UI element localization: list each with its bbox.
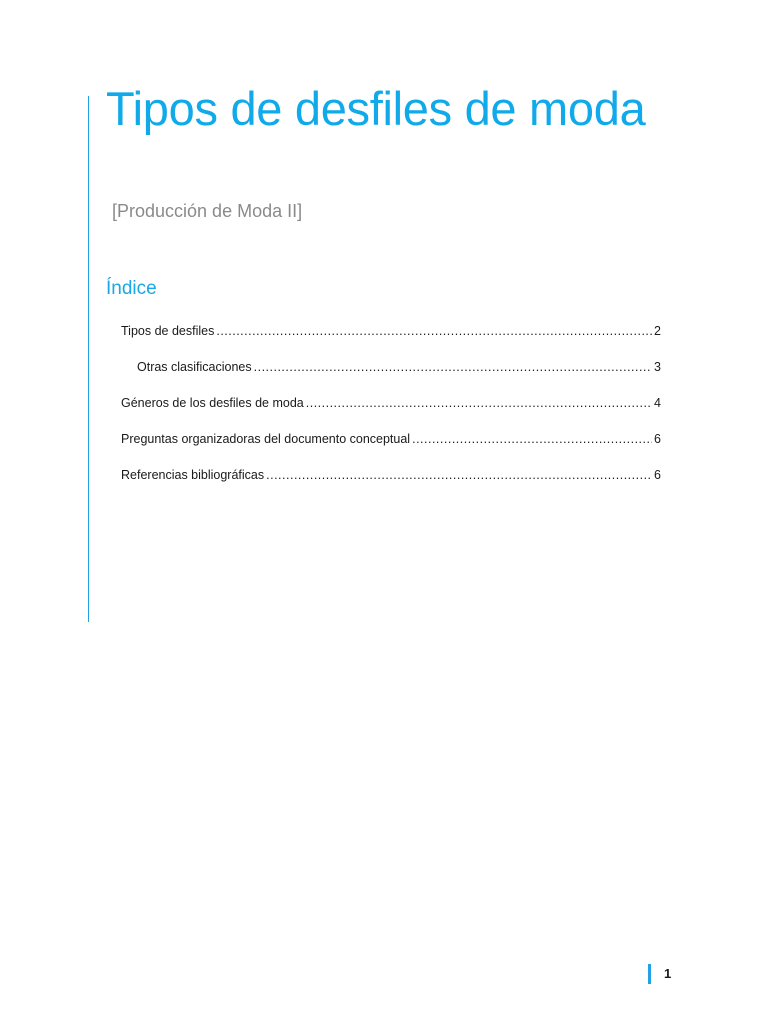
toc-entry-page: 4 [654,396,661,410]
toc-entry-otras-clasificaciones[interactable] [121,358,661,376]
toc-dot-leader [266,466,652,484]
toc-entry-tipos-de-desfiles[interactable] [121,322,661,340]
toc-entry-generos-de-los-desfiles[interactable] [121,394,661,412]
toc-entry-page: 6 [654,432,661,446]
page-number: 1 [664,966,672,981]
toc-dot-leader [306,394,652,412]
toc-dot-leader [216,322,652,340]
toc-entry-page: 3 [654,360,661,374]
toc-entry-text: Géneros de los desfiles de moda [121,396,304,410]
toc-dot-leader [412,430,652,448]
page-number-marker [648,964,651,984]
document-title: Tipos de desfiles de moda [106,82,646,135]
toc-entry-text: Referencias bibliográficas [121,468,265,482]
accent-vertical-rule [88,96,89,622]
toc-dot-leader [254,358,652,376]
toc-entry-text: Preguntas organizadoras del documento conceptual [121,432,411,446]
toc-entry-preguntas-organizadoras[interactable] [121,430,661,448]
table-of-contents [121,322,661,502]
toc-entry-page: 6 [654,468,661,482]
document-subtitle: [Producción de Moda II] [112,201,303,221]
toc-entry-text: Otras clasificaciones [137,360,252,374]
toc-entry-referencias-bibliograficas[interactable] [121,466,661,484]
toc-heading: Índice [106,278,157,299]
toc-entry-page: 2 [654,324,661,338]
toc-entry-text: Tipos de desfiles [121,324,215,338]
